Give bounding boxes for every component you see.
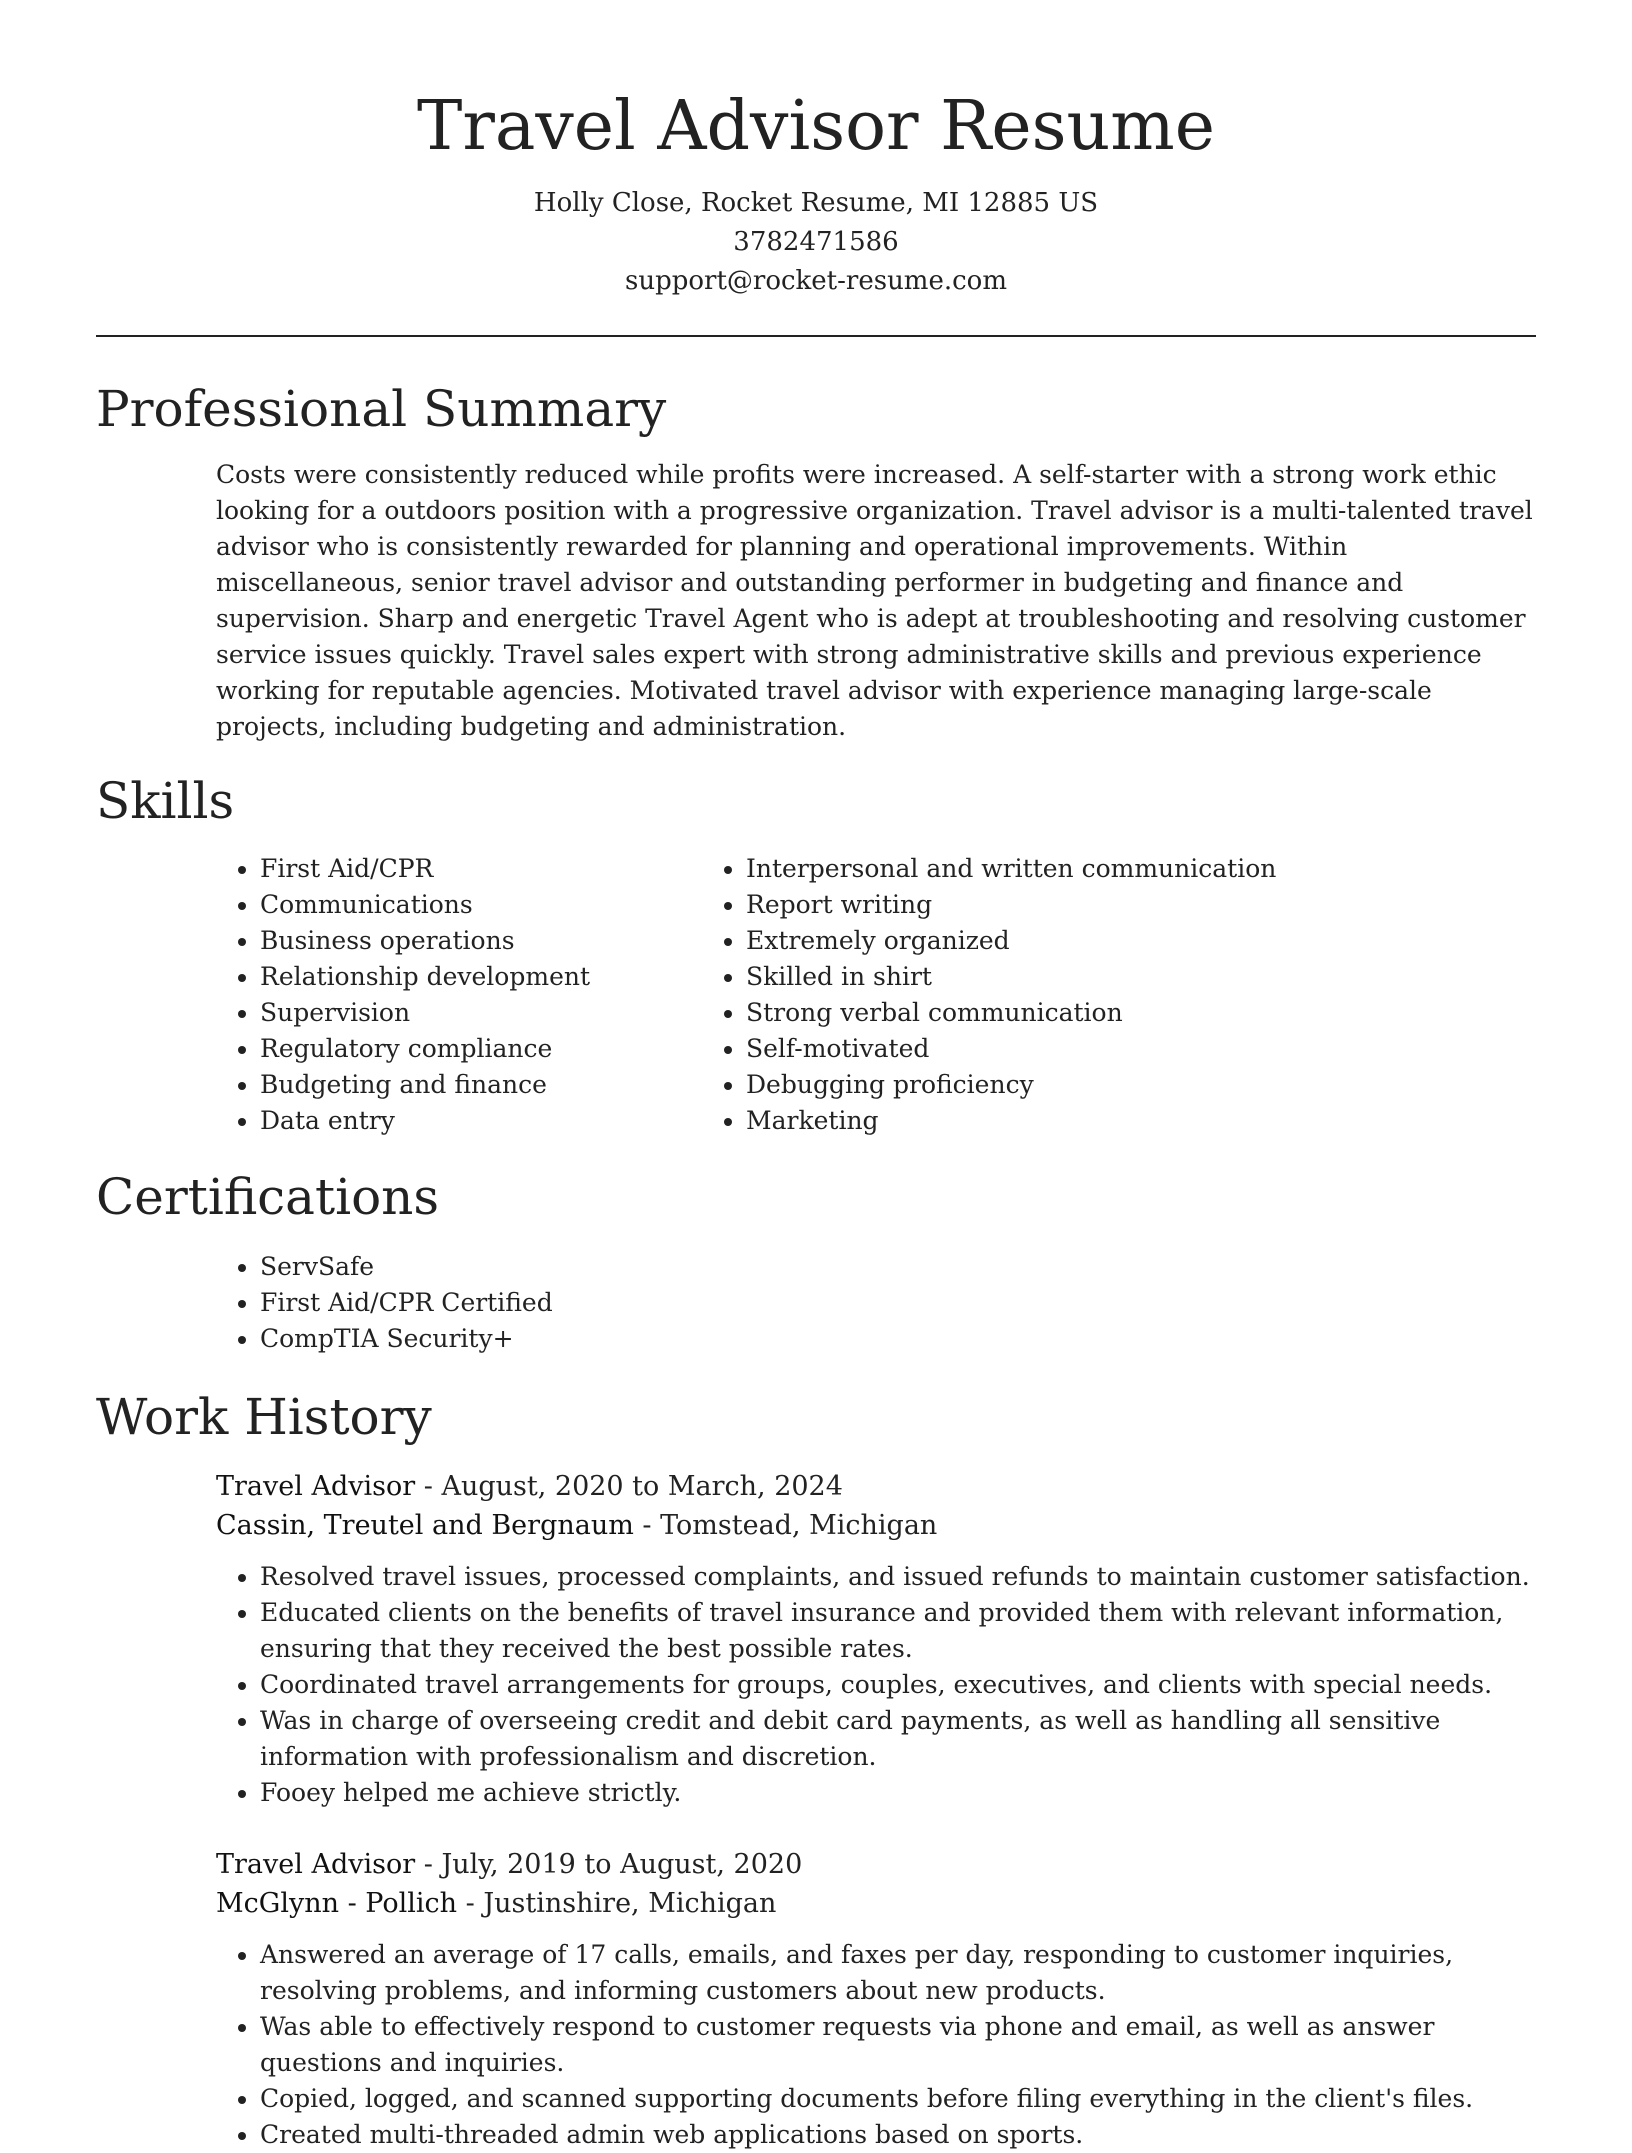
skills-section (96, 769, 1536, 1139)
skill-item: • Skilled in shirt (746, 959, 1536, 995)
resume-title: Travel Advisor Resume (416, 87, 1216, 166)
job-duty: • Created multi-threaded admin web applications based on sports. (260, 2117, 1536, 2153)
job-location: Justinshire, Michigan (483, 1888, 777, 1919)
job-entry (216, 1467, 1536, 1811)
contact-block (96, 184, 1536, 301)
skill-item: • Debugging proficiency (746, 1067, 1536, 1103)
job-title: Travel Advisor (216, 1471, 416, 1502)
skills-list-left (96, 851, 746, 1139)
certifications-heading: Certifications (96, 1168, 440, 1226)
skill-item: • Supervision (260, 995, 746, 1031)
certification-item: • CompTIA Security+ (260, 1321, 1536, 1357)
resume-page (96, 0, 1536, 2153)
contact-address: Holly Close, Rocket Resume, MI 12885 US (533, 188, 1099, 218)
skills-columns (96, 851, 1536, 1139)
skills-heading: Skills (96, 772, 235, 830)
job-duty: • Was able to effectively respond to customer requests via phone and email, as well as answer questions and inquiries. (260, 2009, 1536, 2081)
skill-item: • First Aid/CPR (260, 851, 746, 887)
skills-list-right (746, 851, 1536, 1139)
job-title-line: Travel Advisor - July, 2019 to August, 2020 (216, 1849, 803, 1880)
contact-phone: 3782471586 (733, 227, 899, 257)
work-history-section (96, 1385, 1536, 2153)
skill-item: • Extremely organized (746, 923, 1536, 959)
summary-text: Costs were consistently reduced while profits were increased. A self-starter with a strong work ethic looking for a outdoors position with a progressive organization. Travel advisor is a multi-talented travel advisor who is consistently rewarded for planning and operational improvements. Within miscellaneous, senior travel advisor and outstanding performer in budgeting and finance and supervision. Sharp and energetic Travel Agent who is adept at troubleshooting and resolving customer service issues quickly. Travel sales expert with strong administrative skills and previous experience working for reputable agencies. Motivated travel advisor with experience managing large-scale projects, including budgeting and administration. (216, 460, 1533, 741)
job-company-line: Cassin, Treutel and Bergnaum - Tomstead, Michigan (216, 1510, 938, 1541)
skill-item: • Marketing (746, 1103, 1536, 1139)
certification-item: • ServSafe (260, 1249, 1536, 1285)
skill-item: • Relationship development (260, 959, 746, 995)
job-entry (216, 1845, 1536, 2153)
skill-item: • Report writing (746, 887, 1536, 923)
job-title-line: Travel Advisor - August, 2020 to March, 2024 (216, 1471, 843, 1502)
header-divider (96, 335, 1536, 337)
job-location: Tomstead, Michigan (660, 1510, 938, 1541)
job-duties-list (216, 1559, 1536, 1811)
certification-item: • First Aid/CPR Certified (260, 1285, 1536, 1321)
skill-item: • Business operations (260, 923, 746, 959)
skill-item: • Budgeting and finance (260, 1067, 746, 1103)
contact-email: support@rocket-resume.com (624, 266, 1007, 296)
skill-item: • Regulatory compliance (260, 1031, 746, 1067)
job-duty: • Coordinated travel arrangements for groups, couples, executives, and clients with special needs. (260, 1667, 1536, 1703)
skill-item: • Interpersonal and written communication (746, 851, 1536, 887)
job-duties-list (216, 1937, 1536, 2153)
job-company-line: McGlynn - Pollich - Justinshire, Michigan (216, 1888, 777, 1919)
job-dates: July, 2019 to August, 2020 (441, 1849, 803, 1880)
skill-item: • Strong verbal communication (746, 995, 1536, 1031)
work-history-heading: Work History (96, 1388, 432, 1446)
certifications-list (96, 1249, 1536, 1357)
certifications-section (96, 1165, 1536, 1357)
job-duty: • Educated clients on the benefits of travel insurance and provided them with relevant information, ensuring that they received the best possible rates. (260, 1595, 1536, 1667)
skill-item: • Data entry (260, 1103, 746, 1139)
resume-header (96, 0, 1536, 301)
job-company: Cassin, Treutel and Bergnaum (216, 1510, 634, 1541)
job-duty: • Answered an average of 17 calls, emails, and faxes per day, responding to customer inquiries, resolving problems, and informing customers about new products. (260, 1937, 1536, 2009)
summary-heading: Professional Summary (96, 380, 667, 438)
job-duty: • Resolved travel issues, processed complaints, and issued refunds to maintain customer satisfaction. (260, 1559, 1536, 1595)
job-duty: • Fooey helped me achieve strictly. (260, 1775, 1536, 1811)
job-duty: • Was in charge of overseeing credit and debit card payments, as well as handling all sensitive information with professionalism and discretion. (260, 1703, 1536, 1775)
job-dates: August, 2020 to March, 2024 (441, 1471, 843, 1502)
skill-item: • Communications (260, 887, 746, 923)
job-company: McGlynn - Pollich (216, 1888, 458, 1919)
job-title: Travel Advisor (216, 1849, 416, 1880)
job-duty: • Copied, logged, and scanned supporting documents before filing everything in the client's files. (260, 2081, 1536, 2117)
summary-section (96, 377, 1536, 745)
skill-item: • Self-motivated (746, 1031, 1536, 1067)
